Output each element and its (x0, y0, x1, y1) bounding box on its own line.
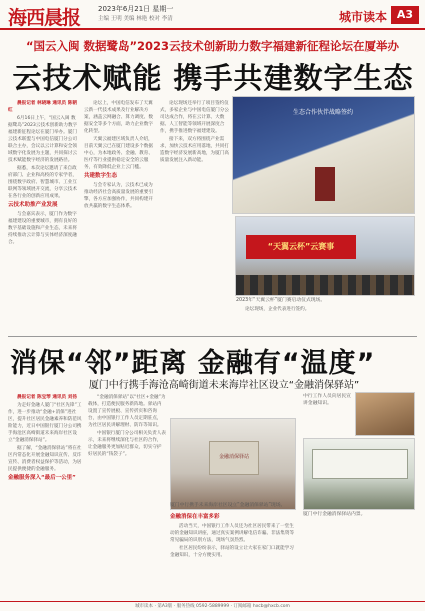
story2-paragraph: “金融消保驿站”以“社区+金融”为载体，打造便民服务新阵地。驿站内设置了宣传展板、宣传折页和咨询台，由中国银行工作人员定期驻点，为社区居民讲解理财、防诈等知识。 (88, 395, 166, 428)
newspaper-logo: 海西晨报 (8, 7, 81, 29)
story1-paragraph: 论坛上，中国电信发布了天翼云新一代技术成果及行业解决方案，涵盖云网融合、算力调度、数据安全等多个方面，助力企业数字化转型。 (84, 101, 153, 134)
page-number: A3 (391, 6, 419, 24)
story2-column-2 (88, 394, 166, 598)
story2-paragraph: 据了解，“金融消保驿站”将在社区内常态化开展金融知识宣传、反诈宣传、消费者权益保护等活动，为居民提供便捷的金融服务。 (8, 446, 82, 472)
story1-paragraph: 与会嘉宾表示，厦门作为数字福建建设的重要城市，拥有良好的数字基础设施和产业生态，未来将持续推动云计算与实体经济深度融合。 (8, 212, 77, 245)
story1-caption-2: 论坛现场，企业代表进行签约。 (245, 307, 310, 312)
editor-line: 主编 王明 美编 林艳 校对 李清 (98, 16, 173, 22)
story1-subhead: 云技术助推产业发展 (8, 202, 58, 208)
story2-column-1 (8, 394, 84, 598)
story2-subtitle: 厦门中行携手海沧高崎街道未来海岸社区设立“金融消保驿站” (88, 380, 360, 391)
story2-column-3 (170, 512, 298, 598)
story1-column-3 (160, 100, 230, 332)
story2-paragraph: 活动当天，中国银行工作人员还为社区居民带来了一堂生动的金融知识讲座，通过真实案例讲解电信诈骗、非法集资等常见骗局的识别方法，现场气氛热烈。 (170, 524, 295, 543)
masthead (0, 0, 425, 30)
story1-column-1 (8, 100, 80, 332)
photo-plaque: 金融消保驿站 (209, 441, 259, 475)
story1-paragraph: 接下来，双方将围绕产业需求，加快云技术应用落地，共同打造数字经济发展新高地，为厦门高质量发展注入新动能。 (160, 137, 229, 163)
story1-paragraph: 据悉，本次论坛邀请了来自政府部门、企业和高校的专家学者，围绕数字政府、智慧城市、工业互联网等领域展开交流，分享云技术在各行业的创新应用成果。 (8, 166, 77, 199)
story1-photo-signing (232, 96, 415, 214)
story1-headline: 云技术赋能 携手共建数字生态 (12, 61, 414, 95)
photo-banner: “天翼云杯”云赛事 (246, 235, 356, 259)
page-footer: 城市读本 · 第A3版 · 服务热线 0592-5889999 · 订阅邮箱 hxcb@hxcb.com (0, 601, 425, 611)
photo-crowd (236, 275, 414, 295)
podium-shape (315, 167, 335, 201)
story2-paragraph: 为走好金融人厦门“社区先锋”工作，进一步推动“金融+消保”进社区，提升社区居民金融素养和防范风险能力，近日中国银行厦门分公司携手海沧区高崎街道未来海岸社区设立“金融消保驿站”。 (8, 403, 82, 443)
story2-caption-2: 中行工作人员向居民宣讲金融知识。 (303, 394, 351, 406)
story2-photo-unveiling (170, 418, 296, 510)
story2-caption-3: 厦门中行金融消保驿站内景。 (303, 512, 366, 517)
story1-paragraph: 论坛现场还举行了项目签约仪式，多家企业与中国电信厦门分公司达成合作，将在云计算、大数据、人工智能等领域开展深度合作，携手推进数字福建建设。 (160, 101, 229, 134)
story1-column-2 (84, 100, 156, 332)
story2-paragraph: 社区居民纷纷表示，驿站的设立让大家在家门口就能学习金融知识，十分方便实用。 (170, 546, 294, 558)
story1-paragraph: 与会专家认为，云技术已成为推动经济社会高质量发展的重要引擎，各方应加强协作，共同构建开放共赢的数字生态体系。 (84, 183, 153, 209)
story2-subhead: 金融服务深入“最后一公里” (8, 475, 76, 481)
section-divider (8, 336, 417, 337)
story2-paragraph: 中国银行厦门分公司相关负责人表示，未来将继续深化与社区的合作，让金融服务更加贴近群众，切实守护好居民的“钱袋子”。 (88, 431, 166, 457)
story1-caption-1: 2023年“天翼云杯”厦门赛启动仪式现场。 (236, 298, 326, 303)
story1-subhead: 共建数字生态 (84, 173, 118, 179)
story1-kicker: “国云入闽 数据鹭岛”2023云技术创新助力数字福建新征程论坛在厦举办 (25, 39, 400, 53)
issue-date: 2023年6月21日 星期一 (98, 5, 174, 13)
story1-paragraph: 天翼云福建区域负责人介绍，目前天翼云已在厦门建设多个数据中心，为本地政务、金融、教育、医疗等行业提供稳定安全的云服务，有效降低企业上云门槛。 (84, 137, 153, 170)
photo-screen-text: 生态合作伙伴战略签约 (292, 109, 353, 116)
section-name: 城市读本 (338, 10, 387, 24)
story1-photo-launch (235, 216, 415, 296)
story2-photo-staff (355, 392, 415, 436)
story2-subhead: 金融消保在丰富多彩 (170, 514, 220, 520)
story2-caption-1: 厦门中行携手未来海岸社区设立“金融消保驿站”现场。 (170, 503, 286, 508)
story1-caption-2-block (236, 306, 414, 332)
story1-paragraph: 6月16日上午，“国云入闽 数据鹭岛”2023云技术创新助力数字福建新征程论坛在厦门举办。厦门云技术联盟与中国电信厦门分公司联合主办，会议以云计算和安全领域数字化发展为主题，共同探讨云技术赋能数字经济的发展路径。 (8, 116, 78, 163)
story2-photo-interior (303, 438, 415, 510)
story1-byline: 晨报记者 林晓琳 通讯员 陈朝红 (8, 101, 77, 113)
room-shape (312, 449, 408, 479)
story2-byline: 晨报记者 陈宝琴 通讯员 刘扬 (17, 395, 77, 400)
story2-headline: 消保“邻”距离 金融有“温度” (10, 348, 376, 379)
